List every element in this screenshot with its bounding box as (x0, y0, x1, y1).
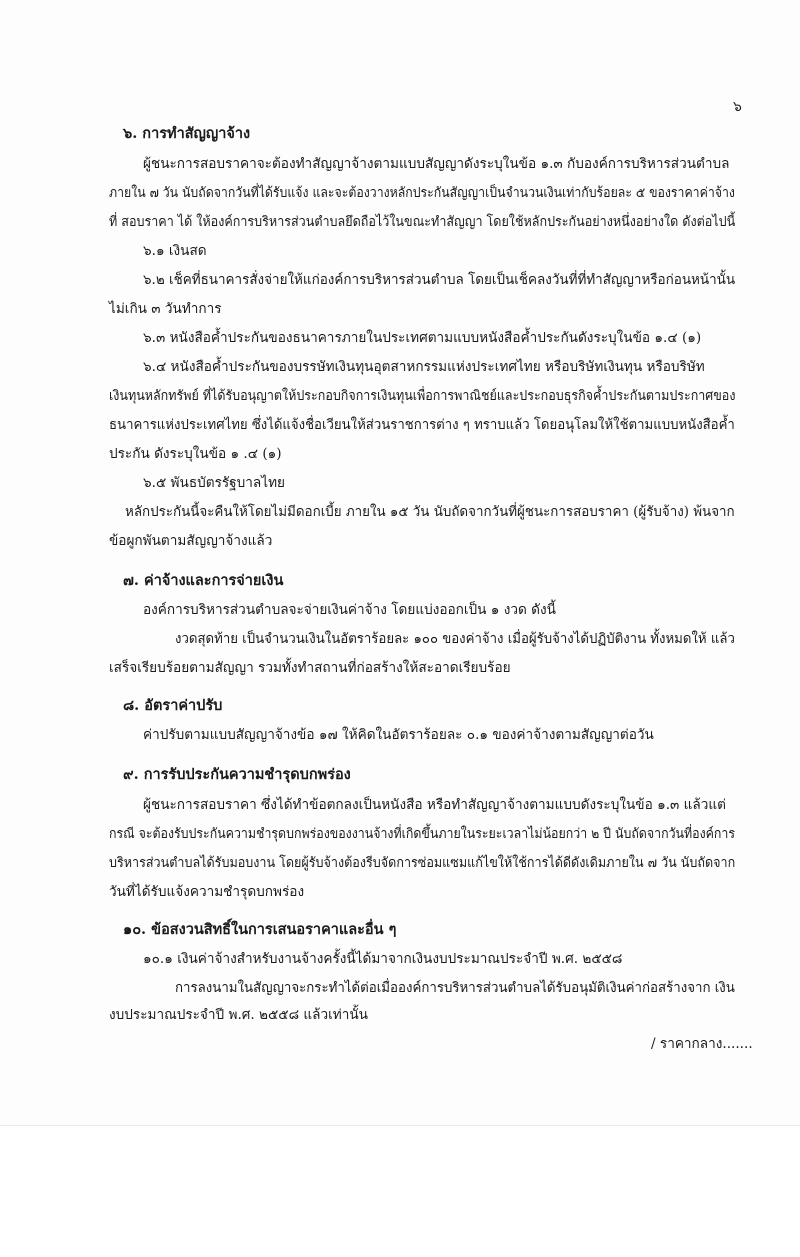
paragraph-line: ข้อผูกพันตามสัญญาจ้างแล้ว (109, 533, 273, 549)
paragraph-line: เงินทุนหลักทรัพย์ ที่ได้รับอนุญาตให้ประกอบกิจการเงินทุนเพื่อการพาณิชย์และประกอบธุรกิจค้ำประกันตามประกาศของ (109, 388, 736, 404)
paragraph-line: ๖.๓ หนังสือค้ำประกันของธนาคารภายในประเทศตามแบบหนังสือค้ำประกันดังระบุในข้อ ๑.๔ (๑) (143, 330, 702, 346)
paragraph-line: ๖.๔ หนังสือค้ำประกันของบรรษัทเงินทุนอุตสาหกรรมแห่งประเทศไทย หรือบริษัทเงินทุน หรือบริษัท (143, 359, 705, 375)
paragraph-line: วันที่ได้รับแจ้งความชำรุดบกพร่อง (109, 884, 305, 900)
paragraph-line: ค่าปรับตามแบบสัญญาจ้างข้อ ๑๗ ให้คิดในอัตราร้อยละ ๐.๑ ของค่าจ้างตามสัญญาต่อวัน (143, 727, 654, 743)
paragraph-line: กรณี จะต้องรับประกันความชำรุดบกพร่องของงานจ้างที่เกิดขึ้นภายในระยะเวลาไม่น้อยกว่า ๒ ปี นับถัดจากวันที่องค์การ (109, 826, 736, 842)
paragraph-line: ผู้ชนะการสอบราคาจะต้องทำสัญญาจ้างตามแบบสัญญาดังระบุในข้อ ๑.๓ กับองค์การบริหารส่วนตำบล (143, 156, 730, 172)
paragraph-line: การลงนามในสัญญาจะกระทำได้ต่อเมื่อองค์การบริหารส่วนตำบลได้รับอนุมัติเงินค่าก่อสร้างจาก เงิน (175, 980, 735, 996)
paragraph-line: ไม่เกิน ๓ วันทำการ (109, 301, 222, 317)
paragraph-line: ที่ สอบราคา ได้ ให้องค์การบริหารส่วนตำบลยึดถือไว้ในขณะทำสัญญา โดยใช้หลักประกันอย่างหนึ่งอย่างใด ดังต่อไปนี้ (109, 214, 736, 230)
continuation-note: / ราคากลาง....... (651, 1036, 753, 1052)
paragraph-line: ๖.๒ เช็คที่ธนาคารสั่งจ่ายให้แก่องค์การบริหารส่วนตำบล โดยเป็นเช็คลงวันที่ที่ทำสัญญาหรือก่อนหน้านั้น (143, 272, 736, 288)
paragraph-line: ๖.๑ เงินสด (143, 243, 207, 259)
paragraph-line: ๖.๕ พันธบัตรรัฐบาลไทย (143, 475, 286, 491)
paragraph-line: งบประมาณประจำปี พ.ศ. ๒๕๕๘ แล้วเท่านั้น (109, 1007, 368, 1023)
paragraph-line: บริหารส่วนตำบลได้รับมอบงาน โดยผู้รับจ้างต้องรีบจัดการซ่อมแซมแก้ไขให้ใช้การได้ดีดังเดิมภายใน ๗ วัน นับถัดจาก (109, 855, 736, 871)
paragraph-line: หลักประกันนี้จะคืนให้โดยไม่มีดอกเบี้ย ภายใน ๑๕ วัน นับถัดจากวันที่ผู้ชนะการสอบราคา (ผู้รับจ้าง) พ้นจาก (125, 504, 735, 520)
section-heading-warranty: ๙. การรับประกันความชำรุดบกพร่อง (123, 766, 351, 783)
paragraph-line: เสร็จเรียบร้อยตามสัญญา รวมทั้งทำสถานที่ก่อสร้างให้สะอาดเรียบร้อย (109, 660, 511, 676)
section-heading-reservation: ๑๐. ข้อสงวนสิทธิ์ในการเสนอราคาและอื่น ๆ (123, 921, 397, 938)
paragraph-line: องค์การบริหารส่วนตำบลจะจ่ายเงินค่าจ้าง โดยแบ่งออกเป็น ๑ งวด ดังนี้ (143, 602, 556, 618)
paragraph-line: ธนาคารแห่งประเทศไทย ซึ่งได้แจ้งชื่อเวียนให้ส่วนราชการต่าง ๆ ทราบแล้ว โดยอนุโลมให้ใช้ตามแบบหนังสือค้ำ (109, 417, 735, 433)
paragraph-line: ประกัน ดังระบุในข้อ ๑ .๔ (๑) (109, 446, 282, 462)
section-heading-contract: ๖. การทำสัญญาจ้าง (123, 125, 251, 142)
page-number: ๖ (733, 99, 742, 115)
paragraph-line: ผู้ชนะการสอบราคา ซึ่งได้ทำข้อตกลงเป็นหนังสือ หรือทำสัญญาจ้างตามแบบดังระบุในข้อ ๑.๓ แล้วแต่ (143, 797, 726, 813)
section-heading-penalty: ๘. อัตราค่าปรับ (123, 697, 223, 714)
section-heading-payment: ๗. ค่าจ้างและการจ่ายเงิน (123, 572, 284, 589)
paragraph-line: ภายใน ๗ วัน นับถัดจากวันที่ได้รับแจ้ง และจะต้องวางหลักประกันสัญญาเป็นจำนวนเงินเท่ากับร้อยละ ๕ ของราคาค่าจ้าง (109, 185, 735, 201)
paragraph-line: ๑๐.๑ เงินค่าจ้างสำหรับงานจ้างครั้งนี้ได้มาจากเงินงบประมาณประจำปี พ.ศ. ๒๕๕๘ (143, 951, 623, 967)
paragraph-line: งวดสุดท้าย เป็นจำนวนเงินในอัตราร้อยละ ๑๐๐ ของค่าจ้าง เมื่อผู้รับจ้างได้ปฏิบัติงาน ทั้งหมดให้ แล้ว (175, 631, 735, 647)
